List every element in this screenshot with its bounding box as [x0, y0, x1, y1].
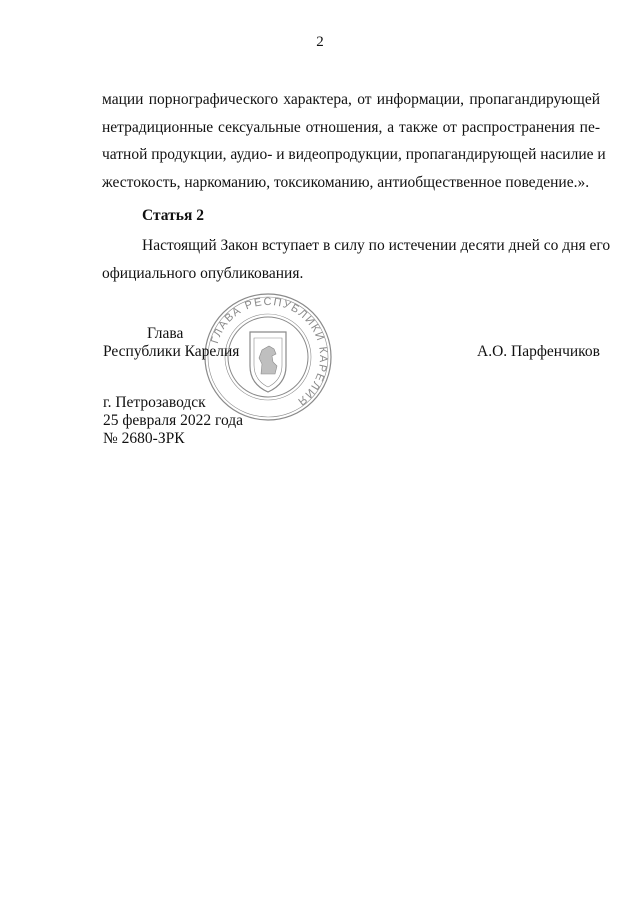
svg-text:ГЛАВА РЕСПУБЛИКИ КАРЕЛИЯ: ГЛАВА РЕСПУБЛИКИ КАРЕЛИЯ — [208, 295, 330, 409]
law-date: 25 февраля 2022 года — [103, 412, 244, 429]
city: г. Петрозаводск — [103, 394, 206, 411]
paragraph-line: Настоящий Закон вступает в силу по истечении десяти дней со дня его — [142, 237, 611, 254]
article-heading: Статья 2 — [142, 207, 204, 224]
article-paragraph — [102, 232, 611, 287]
paragraph-line: жестокость, наркоманию, токсикоманию, антиобщественное поведение.». — [102, 173, 590, 191]
paragraph-line: нетрадиционные сексуальные отношения, а также от распространения пе- — [102, 118, 600, 136]
intro-paragraph — [102, 86, 606, 196]
law-number: № 2680-ЗРК — [103, 430, 185, 447]
paragraph-line: чатной продукции, аудио- и видеопродукции, пропагандирующей насилие и — [102, 146, 606, 163]
page-number: 2 — [316, 34, 324, 50]
paragraph-line: мации порнографического характера, от информации, пропагандирующей — [102, 91, 600, 108]
signatory-name: А.О. Парфенчиков — [477, 343, 600, 360]
signature-title-line1: Глава — [147, 325, 184, 342]
paragraph-line: официального опубликования. — [102, 264, 304, 282]
signature-title-line2: Республики Карелия — [103, 343, 240, 360]
